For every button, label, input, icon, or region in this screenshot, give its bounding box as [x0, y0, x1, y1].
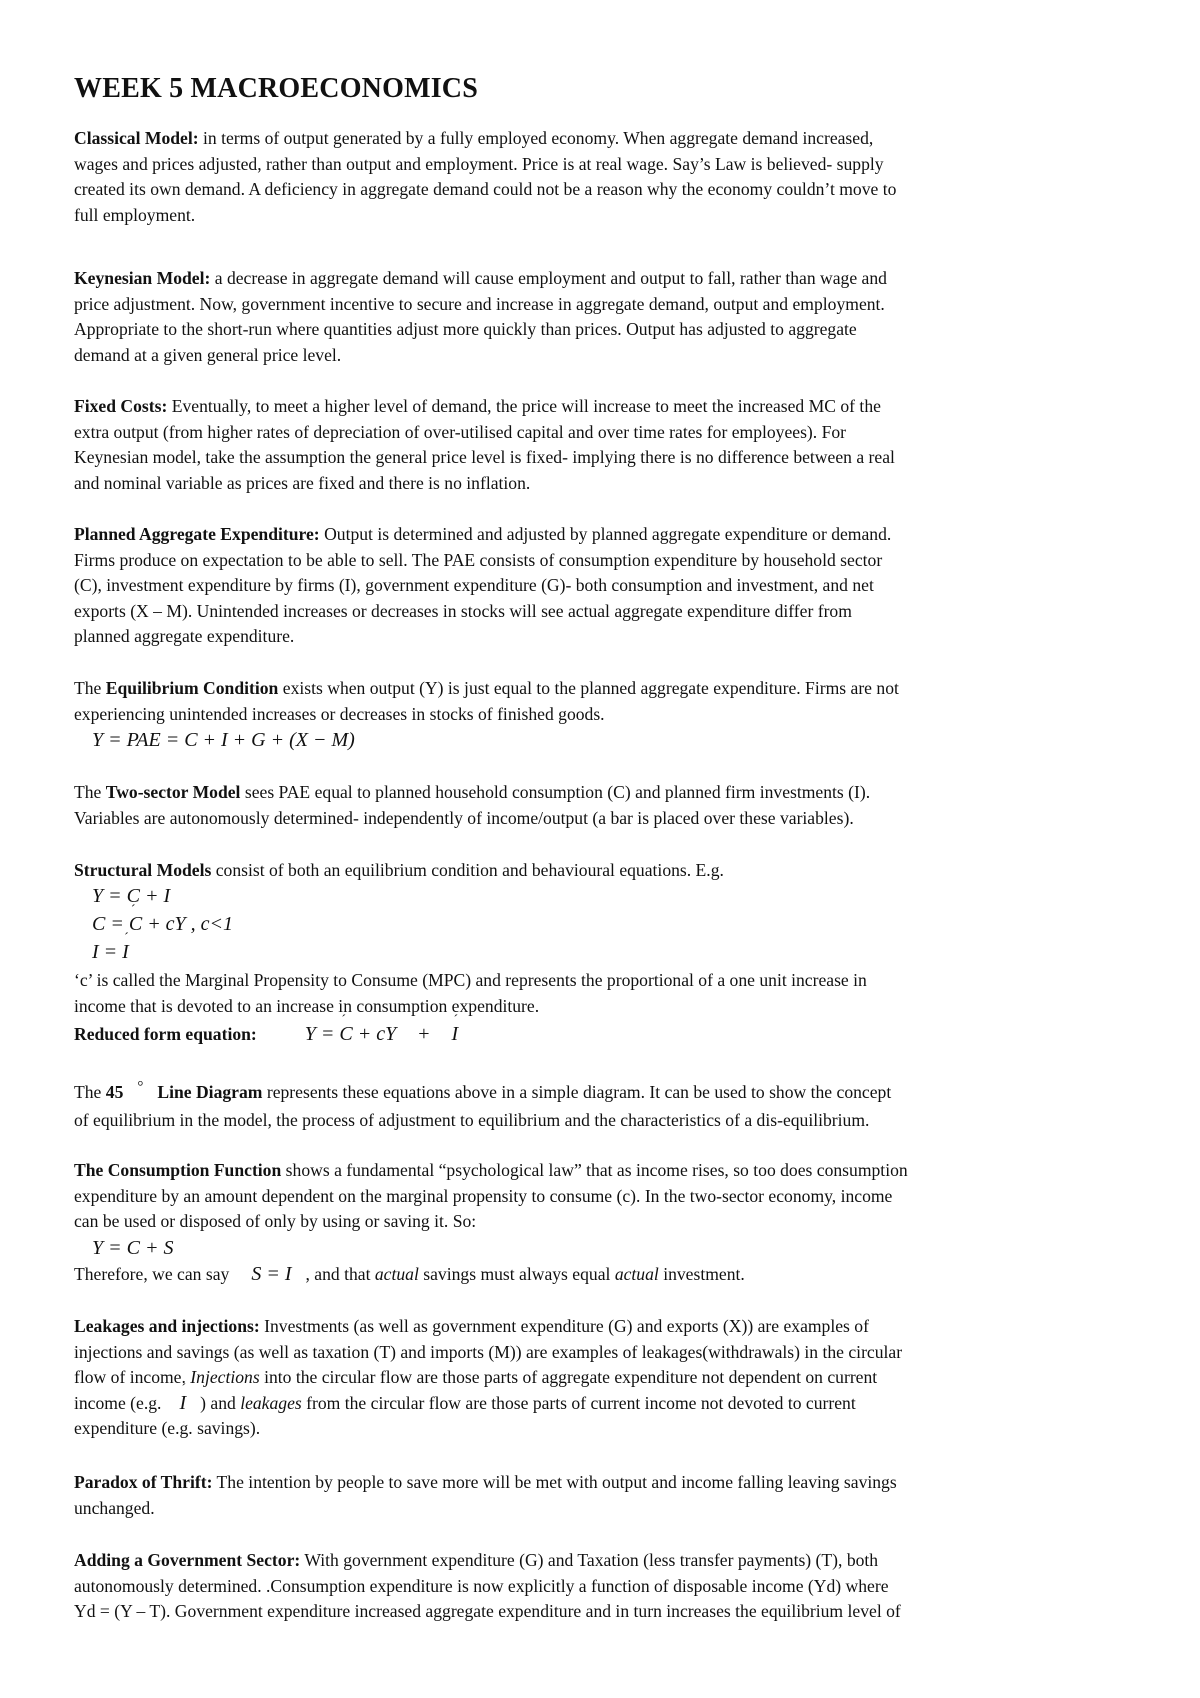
keynesian-model-heading: Keynesian Model: [74, 268, 211, 288]
reduced-form-equation: Y = ˊ C + cY +ˊ I [305, 1023, 458, 1045]
mpc-paragraph: ‘c’ is called the Marginal Propensity to Consume (MPC) and represents the proportional of a one unit increase in income that is devoted to an increase in consumption expenditure. [74, 970, 867, 1016]
classical-model-heading: Classical Model: [74, 128, 199, 148]
leakages-paragraph: Leakages and injections: Investments (as well as government expenditure (G) and exports (X)) are examples of injections and savings (as well as taxation (T) and imports (M)) are examples of leakages(withdrawals) in the circular flow of income. Injections into the circular flow are those parts of aggregate expenditure not dependent on current income (e.g.ˊ I ) and leakages from the circular flow are those parts of current income not devoted to current expenditure (e.g. savings). [74, 1314, 1144, 1442]
equilibrium-heading: Equilibrium Condition [105, 678, 279, 698]
equilibrium-paragraph: The Equilibrium Condition exists when output (Y) is just equal to the planned aggregate expenditure. Firms are not experiencing unintended increases or decreases in stocks of finished goods. [74, 678, 899, 724]
savings-identity-equation: Y = C + S [92, 1237, 174, 1259]
leakages-heading: Leakages and injections: [74, 1316, 260, 1336]
structural-heading: Structural Models [74, 860, 212, 880]
government-paragraph: Adding a Government Sector: With government expenditure (G) and Taxation (less transfer payments) (T), both autonomously determined. .Consumption expenditure is now explicitly a function of disposable income (Yd) where Yd = (Y – T). Government expenditure increased aggregate expenditure and in turn increases the equilibrium level of [74, 1550, 901, 1622]
keynesian-model-paragraph: Keynesian Model: a decrease in aggregate demand will cause employment and output to fall, rather than wage and price adjustment. Now, government incentive to secure and increase in aggregate demand, output and employment. Appropriate to the short-run where quantities adjust more quickly than prices. Output has adjusted to aggregate demand at a given general price level. [74, 268, 887, 365]
two-sector-paragraph: The Two-sector Model sees PAE equal to planned household consumption (C) and planned firm investments (I). Variables are autonomously determined- independently of income/output (a bar is placed over these variables). [74, 782, 871, 828]
structural-equation-1: Y = C + I [92, 885, 171, 907]
paradox-heading: Paradox of Thrift: [74, 1472, 213, 1492]
reduced-form-label: Reduced form equation: [74, 1024, 257, 1044]
pae-heading: Planned Aggregate Expenditure: [74, 524, 320, 544]
structural-paragraph: Structural Models consist of both an equilibrium condition and behavioural equations. E.g. [74, 860, 724, 880]
structural-equation-2: C = ˊ C + cY , c<1 [92, 912, 233, 938]
page-title: WEEK 5 MACROECONOMICS [74, 73, 478, 104]
reduced-form-line [74, 1022, 1144, 1048]
fixed-costs-heading: Fixed Costs: [74, 396, 168, 416]
paradox-paragraph: Paradox of Thrift: The intention by people to save more will be met with output and income falling leaving savings unchanged. [74, 1472, 897, 1518]
consumption-heading: The Consumption Function [74, 1160, 282, 1180]
equilibrium-equation: Y = PAE = C + I + G + (X − M) [92, 729, 355, 751]
pae-paragraph: Planned Aggregate Expenditure: Output is determined and adjusted by planned aggregate expenditure or demand. Firms produce on expectation to be able to sell. The PAE consists of consumption expenditure by household sector (C), investment expenditure by firms (I), government expenditure (G)- both consumption and investment, and net exports (X – M). Unintended increases or decreases in stocks will see actual aggregate expenditure differ from planned aggregate expenditure. [74, 524, 892, 647]
consumption-paragraph: The Consumption Function shows a fundamental “psychological law” that as income rises, so too does consumption expenditure by an amount dependent on the marginal propensity to consume (c). In the two-sector economy, income can be used or disposed of only by using or saving it. So: [74, 1160, 908, 1232]
government-heading: Adding a Government Sector: [74, 1550, 301, 1570]
line45-heading: Line Diagram [157, 1082, 263, 1102]
therefore-line: Therefore, we can say S = I , and that actual savings must always equal actual investment. [74, 1263, 745, 1285]
fixed-costs-paragraph: Fixed Costs: Eventually, to meet a higher level of demand, the price will increase to meet the increased MC of the extra output (from higher rates of depreciation of over-utilised capital and over time rates for employees). For Keynesian model, take the assumption the general price level is fixed- implying there is no difference between a real and nominal variable as prices are fixed and there is no inflation. [74, 396, 895, 493]
structural-equation-3: I = ˊ I [92, 940, 129, 966]
two-sector-heading: Two-sector Model [105, 782, 241, 802]
line45-paragraph: The 45 ° Line Diagram represents these equations above in a simple diagram. It can be used to show the concept of equilibrium in the model, the process of adjustment to equilibrium and the characteristics of a dis-equilibrium. [74, 1079, 892, 1130]
classical-model-paragraph: Classical Model: in terms of output generated by a fully employed economy. When aggregate demand increased, wages and prices adjusted, rather than output and employment. Price is at real wage. Say’s Law is believed- supply created its own demand. A deficiency in aggregate demand could not be a reason why the economy couldn’t move to full employment. [74, 128, 897, 225]
